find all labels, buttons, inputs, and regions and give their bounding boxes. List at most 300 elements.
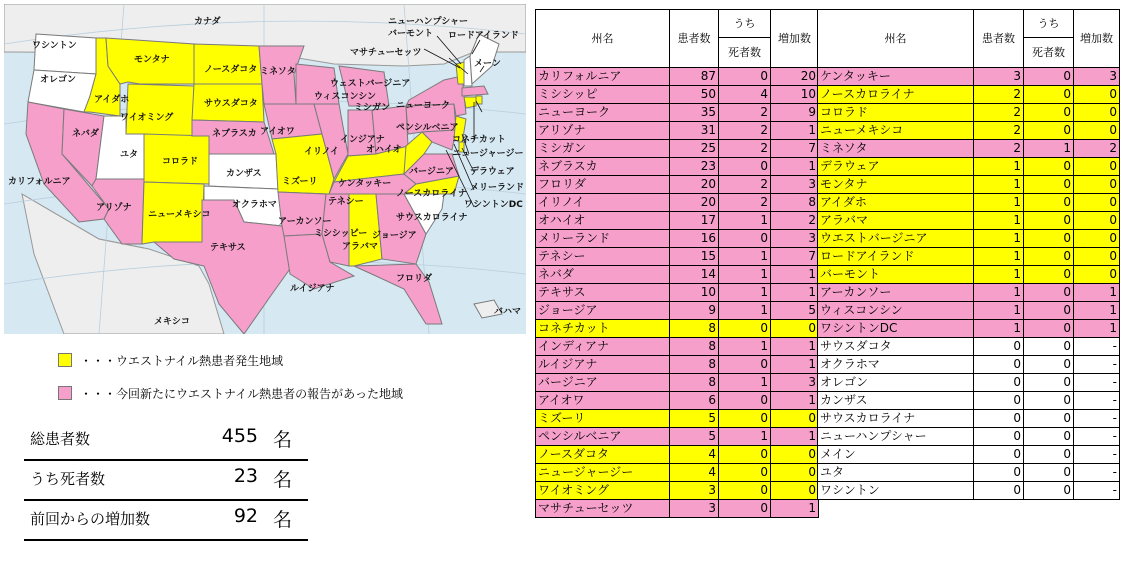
patients-cell: 2 [974,140,1024,158]
map-label-idaho: アイダホ [94,95,130,105]
map-label-colorado: コロラド [162,157,199,167]
state-name-cell: ミネソタ [818,140,974,158]
map-label-maine: メーン [474,59,501,69]
deaths-cell: 0 [719,500,771,518]
patients-cell: 14 [670,266,719,284]
state-name-cell: コネチカット [536,320,670,338]
state-name-cell: アイオワ [536,392,670,410]
deaths-cell: 0 [1024,230,1074,248]
map-label-mexico: メキシコ [154,317,190,327]
map-label-westvirginia: ウェストバージニア [330,79,411,89]
patients-cell: 3 [974,68,1024,86]
increase-cell: 3 [771,230,819,248]
map-label-kansas: カンザス [226,169,262,179]
map-label-newjersey: ニュージャージー [452,149,524,159]
map-label-michigan: ミシガン [354,103,391,113]
patients-cell: 20 [670,176,719,194]
patients-cell: 4 [670,464,719,482]
summary-increase-unit: 名 [272,509,292,531]
state-name-cell: サウスカロライナ [818,410,974,428]
deaths-cell: 0 [719,410,771,428]
map-label-rhodeisland: ロードアイランド [448,31,519,41]
deaths-cell: 4 [719,86,771,104]
table-row [536,374,819,392]
deaths-cell: 0 [719,158,771,176]
patients-cell: 0 [974,338,1024,356]
cases-table-left [535,9,819,518]
increase-cell: 9 [771,104,819,122]
map-label-bahamas: バハマ [494,307,522,317]
state-name-cell: ネブラスカ [536,158,670,176]
increase-cell: 0 [1074,194,1120,212]
increase-cell: 1 [771,158,819,176]
patients-cell: 1 [974,302,1024,320]
state-name-cell: メイン [818,446,974,464]
map-label-wyoming: ワイオミング [120,113,174,123]
summary-total-unit: 名 [272,429,292,451]
map-label-ohio: オハイオ [366,145,402,155]
increase-cell: - [1074,464,1120,482]
table-row [818,140,1120,158]
table-row [536,500,819,518]
state-name-cell: ニューヨーク [536,104,670,122]
state-name-cell: ニューハンプシャー [818,428,974,446]
map-label-vermont: バーモント [388,29,434,39]
state-northdakota [194,44,262,84]
deaths-cell: 2 [719,194,771,212]
summary-box [24,421,308,541]
table-row [818,176,1120,194]
patients-cell: 25 [670,140,719,158]
patients-cell: 20 [670,194,719,212]
deaths-cell: 1 [719,428,771,446]
increase-cell: 0 [771,320,819,338]
patients-cell: 1 [974,284,1024,302]
deaths-cell: 0 [1024,284,1074,302]
patients-cell: 1 [974,266,1024,284]
state-name-cell: ミズーリ [536,410,670,428]
deaths-cell: 1 [719,302,771,320]
deaths-cell: 0 [1024,320,1074,338]
deaths-cell: 1 [719,374,771,392]
table-row [818,230,1120,248]
patients-cell: 1 [974,176,1024,194]
state-name-cell: フロリダ [536,176,670,194]
map-label-pennsylvania: ペンシルベニア [396,123,459,133]
deaths-cell: 0 [1024,392,1074,410]
table-row [536,212,819,230]
summary-increase-row [24,501,308,541]
state-name-cell: ワイオミング [536,482,670,500]
increase-cell: 2 [1074,140,1120,158]
state-name-cell: サウスダコタ [818,338,974,356]
map-label-virginia: バージニア [409,167,454,177]
map-label-montana: モンタナ [134,55,170,65]
map-label-nevada: ネバダ [72,129,99,139]
patients-cell: 87 [670,68,719,86]
map-label-tennessee: テネシー [328,197,364,207]
patients-cell: 8 [670,338,719,356]
summary-deaths-label: うち死者数 [30,470,106,488]
table-row [818,302,1120,320]
deaths-cell: 0 [719,320,771,338]
deaths-cell: 0 [1024,266,1074,284]
cases-table-right-body [818,68,1120,500]
table-row [818,428,1120,446]
us-map [4,4,526,334]
patients-cell: 2 [974,122,1024,140]
deaths-cell: 0 [1024,248,1074,266]
increase-cell: 0 [771,410,819,428]
state-washington [34,34,96,74]
increase-cell: - [1074,338,1120,356]
patients-cell: 3 [670,482,719,500]
patients-cell: 8 [670,356,719,374]
increase-cell: 10 [771,86,819,104]
patients-cell: 1 [974,212,1024,230]
state-wyoming [126,84,194,136]
map-label-indiana: インジアナ [340,135,385,145]
summary-deaths-unit: 名 [272,469,292,491]
deaths-cell: 0 [1024,446,1074,464]
table-row [536,428,819,446]
table-row [536,338,819,356]
deaths-cell: 0 [1024,194,1074,212]
deaths-cell: 0 [719,356,771,374]
table-row [536,356,819,374]
state-name-cell: ロードアイランド [818,248,974,266]
increase-cell: 20 [771,68,819,86]
table-row [818,284,1120,302]
table-row [536,230,819,248]
state-name-cell: ワシントン [818,482,974,500]
increase-cell: - [1074,392,1120,410]
header-deaths: 死者数 [1024,38,1074,68]
increase-cell: 1 [1074,302,1120,320]
increase-cell: 0 [1074,248,1120,266]
patients-cell: 5 [670,410,719,428]
increase-cell: 1 [1074,284,1120,302]
map-label-washington: ワシントン [32,41,77,51]
deaths-cell: 0 [1024,158,1074,176]
state-name-cell: オクラホマ [818,356,974,374]
cases-table-right [817,9,1120,500]
map-label-missouri: ミズーリ [282,177,318,187]
increase-cell: 5 [771,302,819,320]
deaths-cell: 0 [1024,104,1074,122]
map-label-washingtondc: ワシントンDC [464,200,523,210]
increase-cell: - [1074,446,1120,464]
map-label-nebraska: ネブラスカ [212,129,257,139]
map-label-texas: テキサス [210,243,246,253]
legend-pink [58,384,403,402]
state-name-cell: カンザス [818,392,974,410]
map-label-mississippi: ミシシッピー [314,229,368,239]
patients-cell: 1 [974,194,1024,212]
map-label-newyork: ニューヨーク [396,101,451,111]
table-row [818,374,1120,392]
deaths-cell: 1 [719,266,771,284]
patients-cell: 0 [974,446,1024,464]
deaths-cell: 0 [1024,428,1074,446]
increase-cell: 0 [1074,86,1120,104]
increase-cell: 0 [1074,266,1120,284]
table-row [536,86,819,104]
state-name-cell: アーカンソー [818,284,974,302]
table-row [818,212,1120,230]
patients-cell: 0 [974,392,1024,410]
patients-cell: 8 [670,320,719,338]
table-row [818,266,1120,284]
table-row [818,464,1120,482]
deaths-cell: 0 [1024,356,1074,374]
patients-cell: 3 [670,500,719,518]
table-row [818,320,1120,338]
header-patients: 患者数 [670,10,719,68]
increase-cell: 0 [1074,212,1120,230]
state-name-cell: カリフォルニア [536,68,670,86]
increase-cell: 0 [771,482,819,500]
summary-total-label: 総患者数 [30,430,91,448]
summary-total-row [24,421,308,461]
state-name-cell: イリノイ [536,194,670,212]
legend-swatch-yellow [58,353,72,367]
patients-cell: 8 [670,374,719,392]
deaths-cell: 0 [1024,176,1074,194]
header-increase: 増加数 [771,10,819,68]
increase-cell: 0 [1074,158,1120,176]
state-name-cell: モンタナ [818,176,974,194]
patients-cell: 10 [670,284,719,302]
map-label-california: カリフォルニア [8,177,71,187]
increase-cell: 3 [771,374,819,392]
patients-cell: 0 [974,428,1024,446]
us-map-svg [4,4,526,334]
deaths-cell: 0 [719,482,771,500]
summary-deaths-row [24,461,308,501]
table-row [818,86,1120,104]
header-state: 州名 [536,10,670,68]
state-name-cell: ルイジアナ [536,356,670,374]
table-row [536,446,819,464]
map-label-florida: フロリダ [396,274,433,284]
patients-cell: 35 [670,104,719,122]
deaths-cell: 0 [1024,482,1074,500]
state-name-cell: テネシー [536,248,670,266]
map-label-northdakota: ノースダコタ [204,65,258,75]
table-row [536,122,819,140]
table-row [536,248,819,266]
map-label-newhampshire: ニューハンプシャー [388,17,469,27]
deaths-cell: 1 [1024,140,1074,158]
state-name-cell: バーモント [818,266,974,284]
table-row [536,410,819,428]
map-label-newmexico: ニューメキシコ [148,210,211,220]
deaths-cell: 2 [719,176,771,194]
deaths-cell: 0 [1024,338,1074,356]
increase-cell: 1 [1074,320,1120,338]
map-label-alabama: アラバマ [342,242,379,252]
state-name-cell: アイダホ [818,194,974,212]
state-name-cell: ネバダ [536,266,670,284]
state-name-cell: ジョージア [536,302,670,320]
increase-cell: 1 [771,392,819,410]
summary-increase-value: 92 [233,505,258,527]
map-label-massachusetts: マサチューセッツ [350,48,422,58]
map-label-canada: カナダ [194,17,221,27]
deaths-cell: 0 [1024,122,1074,140]
state-name-cell: ノースダコタ [536,446,670,464]
legend-yellow [58,351,283,369]
table-row [536,464,819,482]
increase-cell: 3 [1074,68,1120,86]
table-row [818,104,1120,122]
header-of-which: うち [719,10,771,38]
state-name-cell: ユタ [818,464,974,482]
deaths-cell: 0 [719,392,771,410]
table-row [818,410,1120,428]
patients-cell: 2 [974,86,1024,104]
map-label-illinois: イリノイ [304,147,339,157]
state-name-cell: ミシシッピ [536,86,670,104]
increase-cell: 3 [771,176,819,194]
table-row [536,266,819,284]
state-name-cell: ペンシルベニア [536,428,670,446]
increase-cell: - [1074,356,1120,374]
increase-cell: 1 [771,428,819,446]
map-label-arkansas: アーカンソー [278,217,332,227]
patients-cell: 0 [974,374,1024,392]
deaths-cell: 0 [719,464,771,482]
map-label-maryland: メリーランド [470,183,525,193]
patients-cell: 15 [670,248,719,266]
increase-cell: 1 [771,122,819,140]
increase-cell: 1 [771,500,819,518]
state-name-cell: マサチューセッツ [536,500,670,518]
state-name-cell: オハイオ [536,212,670,230]
table-row [536,140,819,158]
deaths-cell: 0 [1024,86,1074,104]
state-name-cell: デラウェア [818,158,974,176]
increase-cell: 1 [771,266,819,284]
increase-cell: 1 [771,356,819,374]
patients-cell: 2 [974,104,1024,122]
header-patients: 患者数 [974,10,1024,68]
state-name-cell: インディアナ [536,338,670,356]
table-row [536,392,819,410]
header-state: 州名 [818,10,974,68]
deaths-cell: 0 [719,230,771,248]
map-label-arizona: アリゾナ [96,203,132,213]
table-row [818,356,1120,374]
table-row [536,104,819,122]
map-label-wisconsin: ウィスコンシン [314,92,377,102]
increase-cell: 7 [771,140,819,158]
deaths-cell: 1 [719,248,771,266]
table-row [536,68,819,86]
deaths-cell: 1 [719,284,771,302]
state-massachusetts [462,86,488,96]
header-of-which: うち [1024,10,1074,38]
map-label-minnesota: ミネソタ [260,67,296,77]
table-row [536,284,819,302]
map-label-kentucky: ケンタッキー [338,179,392,189]
increase-cell: 0 [771,464,819,482]
table-row [818,482,1120,500]
state-name-cell: ニュージャージー [536,464,670,482]
deaths-cell: 0 [1024,302,1074,320]
state-name-cell: テキサス [536,284,670,302]
patients-cell: 6 [670,392,719,410]
map-label-northcarolina: ノースカロライナ [396,189,468,199]
state-name-cell: ミシガン [536,140,670,158]
patients-cell: 1 [974,320,1024,338]
state-name-cell: ワシントンDC [818,320,974,338]
map-label-oklahoma: オクラホマ [232,200,277,210]
state-name-cell: メリーランド [536,230,670,248]
deaths-cell: 1 [719,212,771,230]
state-name-cell: ケンタッキー [818,68,974,86]
table-row [818,248,1120,266]
patients-cell: 0 [974,410,1024,428]
deaths-cell: 0 [719,68,771,86]
increase-cell: 0 [1074,104,1120,122]
summary-total-value: 455 [221,425,258,447]
deaths-cell: 0 [1024,68,1074,86]
legend-pink-label: ・・・今回新たにウエストナイル熱患者の報告があった地域 [80,386,404,401]
state-name-cell: ニューメキシコ [818,122,974,140]
increase-cell: 0 [1074,122,1120,140]
patients-cell: 50 [670,86,719,104]
state-name-cell: コロラド [818,104,974,122]
deaths-cell: 0 [1024,410,1074,428]
table-row [536,158,819,176]
table-row [818,68,1120,86]
increase-cell: - [1074,374,1120,392]
increase-cell: 1 [771,284,819,302]
state-name-cell: ウエストバージニア [818,230,974,248]
deaths-cell: 2 [719,140,771,158]
legend-swatch-pink [58,386,72,400]
patients-cell: 4 [670,446,719,464]
patients-cell: 5 [670,428,719,446]
increase-cell: 2 [771,212,819,230]
increase-cell: - [1074,428,1120,446]
increase-cell: 7 [771,248,819,266]
table-row [536,320,819,338]
patients-cell: 23 [670,158,719,176]
map-label-oregon: オレゴン [40,75,77,85]
table-row [536,176,819,194]
deaths-cell: 1 [719,338,771,356]
legend-yellow-label: ・・・ウエストナイル熱患者発生地域 [80,353,284,368]
table-row [818,338,1120,356]
deaths-cell: 0 [719,446,771,464]
summary-deaths-value: 23 [233,465,258,487]
map-label-iowa: アイオワ [260,127,295,137]
table-row [818,122,1120,140]
map-label-utah: ユタ [120,150,139,160]
increase-cell: 0 [771,446,819,464]
header-increase: 増加数 [1074,10,1120,68]
deaths-cell: 2 [719,122,771,140]
summary-increase-label: 前回からの増加数 [30,510,151,528]
state-name-cell: アラバマ [818,212,974,230]
map-label-delaware: デラウェア [470,167,515,177]
patients-cell: 0 [974,482,1024,500]
map-label-southcarolina: サウスカロライナ [396,213,468,223]
increase-cell: - [1074,482,1120,500]
